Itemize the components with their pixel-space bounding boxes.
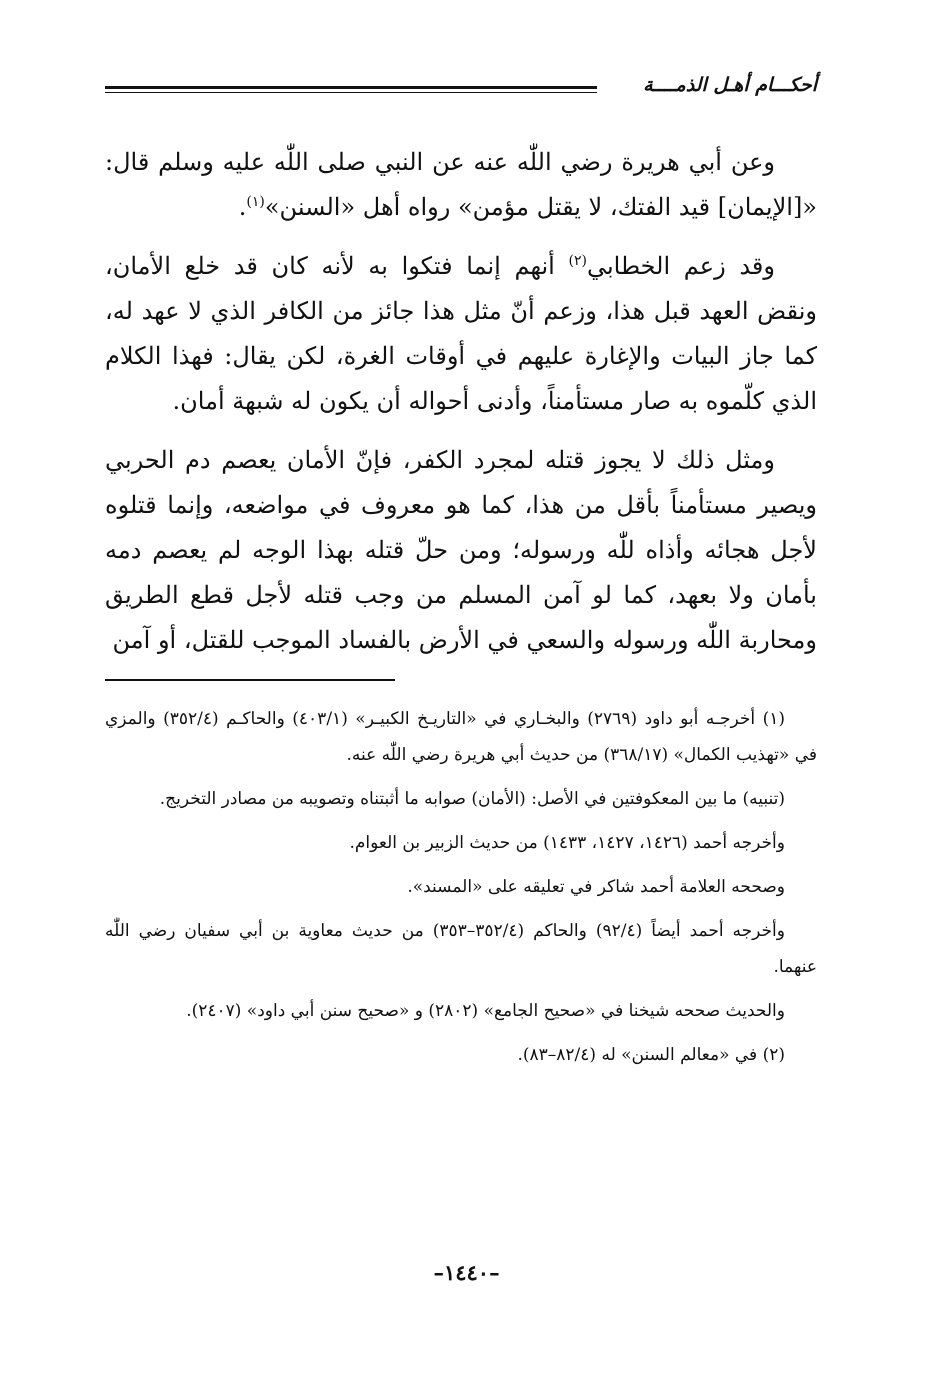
paragraph-1-text: وعن أبي هريرة رضي اللّٰه عنه عن النبي صلى اللّٰه عليه وسلم قال: «[الإيمان] قيد الفتك، لا يقتل مؤمن» رواه أهل «السنن» [105,148,817,221]
paragraph-1-end: . [238,193,247,221]
footnote-ref-1[interactable]: (١) [246,194,265,210]
paragraph-1 [105,140,817,230]
footnotes [105,701,817,1073]
footnote-1-ahmad: وأخرجه أحمد (١٤٢٦، ١٤٢٧، ١٤٣٣) من حديث الزبير بن العوام. [349,833,785,853]
footnote-1-note: (تنبيه) ما بين المعكوفتين في الأصل: (الأمان) صوابه ما أثبتناه وتصويبه من مصادر التخريج. [159,789,785,809]
footnote-1-albani: والحديث صححه شيخنا في «صحيح الجامع» (٢٨٠٢) و «صحيح سنن أبي داود» (٢٤٠٧). [186,1001,785,1021]
footnote-1: (١) أخرجـه أبو داود (٢٧٦٩) والبخـاري في «التاريـخ الكبيـر» (٤٠٣/١) والحاكـم (٣٥٢/٤) والمزي في «تهذيب الكمال» (٣٦٨/١٧) من حديث أبي هريرة رضي اللّٰه عنه. [105,709,817,765]
footnote-ref-2[interactable]: (٢) [568,253,587,269]
header-rule [105,86,597,93]
paragraph-3: ومثل ذلك لا يجوز قتله لمجرد الكفر، فإنّ الأمان يعصم دم الحربي ويصير مستأمناً بأقل من هذا، كما هو معروف في مواضعه، وإنما قتلوه لأجل هجائه وأذاه للّٰه ورسوله؛ ومن حلّ قتله بهذا الوجه لم يعصم دمه بأمان ولا بعهد، كما لو آمن المسلم من وجب قتله لأجل قطع الطريق ومحاربة اللّٰه ورسوله والسعي في الأرض بالفساد الموجب للقتل، أو آمن [105,446,817,654]
page-header [105,60,817,108]
footnote-1-muawiya: وأخرجه أحمد أيضاً (٩٢/٤) والحاكم (٣٥٢/٤–٣٥٣) من حديث معاوية بن أبي سفيان رضي اللّٰه عنهما. [105,921,817,977]
footnote-1-shakir: وصححه العلامة أحمد شاكر في تعليقه على «المسند». [407,877,785,897]
running-title: أحكـــام أهـل الذمــــة [643,74,817,96]
footnote-separator [105,679,395,681]
paragraph-2 [105,244,817,424]
paragraph-2-text-b: أنهم إنما فتكوا به لأنه كان قد خلع الأمان، ونقض العهد قبل هذا، وزعم أنّ مثل هذا جائز من الكافر الذي لا عهد له، كما جاز البيات والإغارة عليهم في أوقات الغرة، لكن يقال: فهذا الكلام الذي كلّموه به صار مستأمناً، وأدنى أحواله أن يكون له شبهة أمان. [105,252,817,415]
page [105,60,817,1081]
main-text [105,140,817,663]
footnote-2: (٢) في «معالم السنن» له (٨٢/٤–٨٣). [517,1045,785,1065]
paragraph-2-text-a: وقد زعم الخطابي [586,252,775,280]
page-number: –١٤٤٠– [433,1260,500,1285]
